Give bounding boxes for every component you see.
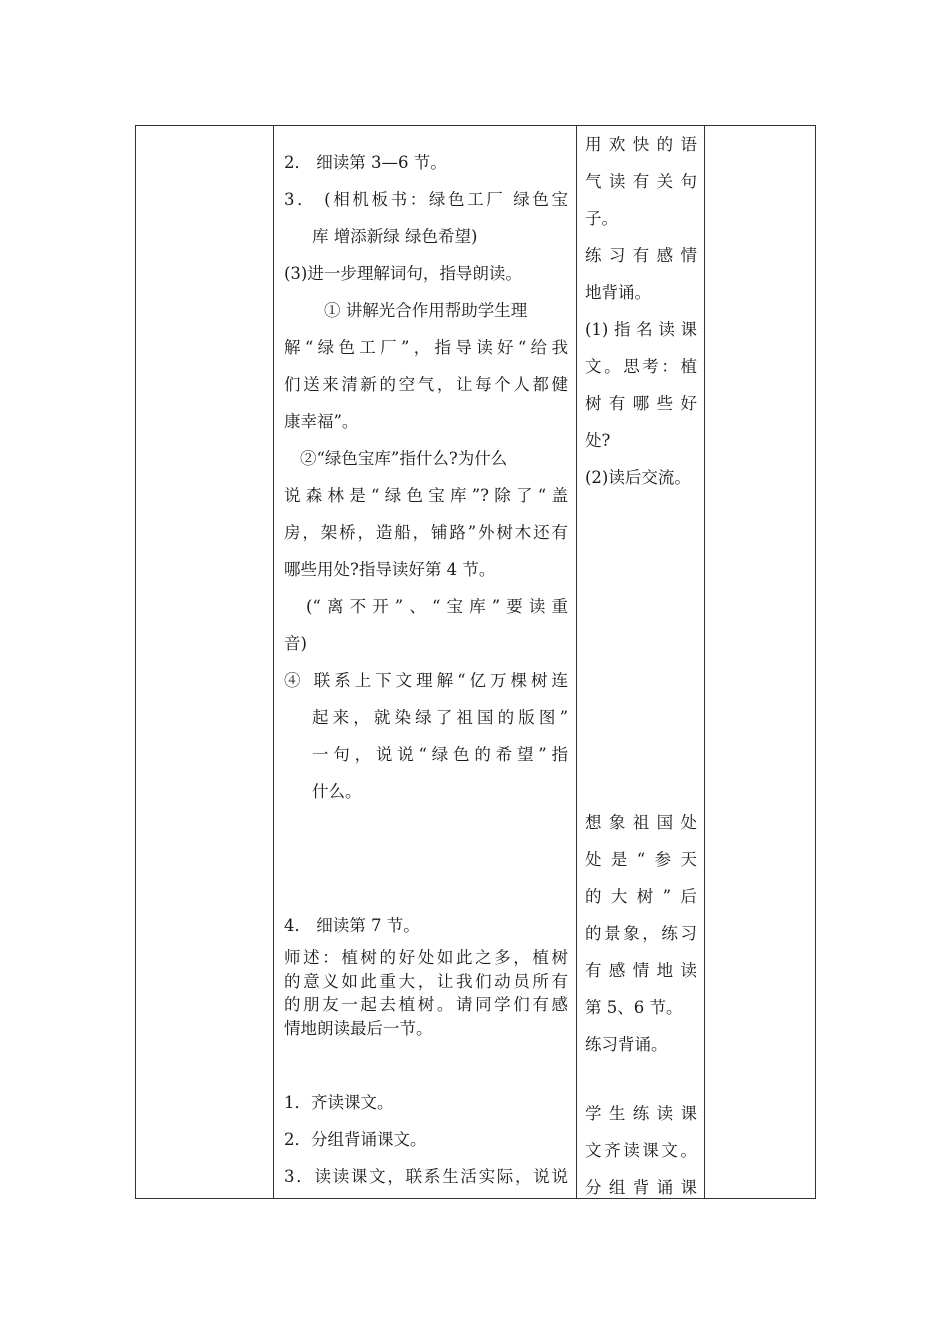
text-line: 气读有关句	[585, 172, 697, 191]
text-line: 师述：植树的好处如此之多，植树	[284, 948, 568, 967]
student-activity-column	[577, 126, 705, 1198]
narration-paragraph	[284, 946, 568, 1040]
text-line: 的意义如此重大，让我们动员所有	[284, 971, 568, 991]
text-line: 第 5、6 节。	[585, 998, 683, 1017]
text-line: 情地朗读最后一节。	[284, 1018, 433, 1038]
text-line: 树有哪些好	[585, 394, 697, 413]
text-line: 文。思考：植	[585, 357, 697, 376]
text-line: 分组背诵课	[585, 1178, 697, 1197]
text-line: 练习有感情	[585, 246, 697, 265]
text-line: 处是“参天	[585, 850, 697, 869]
text-line: ④ 联系上下文理解“亿万棵树连	[284, 671, 568, 690]
text-line: 房，架桥，造船，铺路”外树木还有	[284, 523, 568, 542]
text-line: (“离不开”、“宝库”要读重	[306, 597, 568, 616]
text-line: (1)指名读课	[585, 320, 697, 339]
text-line: 2． 细读第 3—6 节。	[284, 153, 447, 172]
text-line: 的景象，练习	[585, 924, 697, 943]
lesson-table	[135, 125, 816, 1199]
text-line: 有感情地读	[585, 961, 697, 980]
section-heading: 4． 细读第 7 节。	[284, 916, 420, 935]
text-line: 的大树”后	[585, 887, 697, 906]
text-line: 什么。	[312, 782, 362, 801]
text-line: 文齐读课文。	[585, 1141, 697, 1160]
text-line: 一句，说说“绿色的希望”指	[312, 745, 568, 764]
text-line: 起来，就染绿了祖国的版图”	[312, 708, 568, 727]
text-line: 3． (相机板书：绿色工厂 绿色宝	[284, 190, 568, 209]
text-line: 解“绿色工厂”，指导读好“给我	[284, 338, 568, 357]
text-line: ②“绿色宝库”指什么?为什么	[300, 449, 508, 468]
text-line: 学生练读课	[585, 1104, 697, 1123]
text-line: 3．读读课文，联系生活实际，说说	[284, 1167, 568, 1186]
text-line: 练习背诵。	[585, 1035, 668, 1054]
text-line: 库 增添新绿 绿色希望)	[312, 227, 478, 246]
text-line: 的朋友一起去植树。请同学们有感	[284, 995, 568, 1014]
text-line: 2．分组背诵课文。	[284, 1130, 427, 1149]
text-line: (2)读后交流。	[585, 468, 691, 487]
text-line: 处?	[585, 431, 611, 450]
text-line: 音)	[284, 634, 307, 653]
text-line: 们送来清新的空气，让每个人都健	[284, 375, 568, 394]
text-line: 用欢快的语	[585, 135, 697, 154]
student-block-3	[585, 1095, 697, 1198]
teacher-activity-column	[274, 126, 577, 1198]
text-line: 想象祖国处	[585, 813, 697, 832]
main-block-1	[284, 144, 568, 810]
text-line: 子。	[585, 209, 618, 228]
text-line: 康幸福”。	[284, 412, 359, 431]
text-line: 地背诵。	[585, 283, 651, 302]
text-line: 1．齐读课文。	[284, 1093, 394, 1112]
main-block-3	[284, 1084, 568, 1195]
text-line: ① 讲解光合作用帮助学生理	[324, 301, 528, 320]
text-line: 哪些用处?指导读好第 4 节。	[284, 560, 496, 579]
student-block-1	[585, 126, 697, 496]
student-block-2	[585, 804, 697, 1063]
text-line: 说森林是“绿色宝库”?除了“盖	[284, 486, 568, 505]
text-line: (3)进一步理解词句，指导朗读。	[284, 264, 522, 283]
